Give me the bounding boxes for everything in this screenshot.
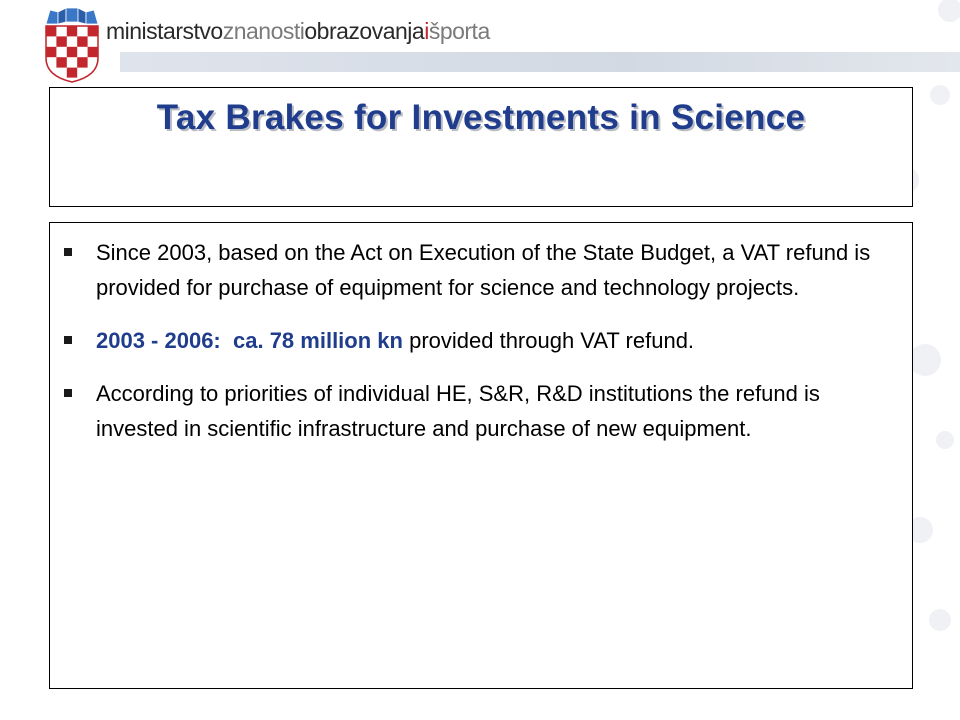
content-box — [49, 222, 913, 689]
ministry-name-part: znanosti — [222, 18, 305, 44]
bullet-text: Since 2003, based on the Act on Execution of the State Budget, a VAT refund is provided for purchase of equipment for science and technology projects. — [96, 240, 871, 300]
ministry-name-part: športa — [428, 18, 490, 44]
ministry-name — [106, 18, 490, 45]
square-bullet-icon — [64, 336, 72, 344]
bullet-item — [64, 376, 904, 446]
square-bullet-icon — [64, 389, 72, 397]
title-box — [49, 87, 913, 207]
ministry-name-part: obrazovanja — [304, 18, 425, 44]
croatian-coat-of-arms-icon — [42, 6, 102, 84]
bullet-item — [64, 235, 904, 305]
header-strip — [120, 52, 960, 72]
square-bullet-icon — [64, 248, 72, 256]
header — [0, 0, 960, 80]
bullet-item — [64, 323, 904, 358]
bullet-highlight-amount: ca. 78 million kn — [233, 328, 403, 353]
slide-title: Tax Brakes for Investments in Science — [156, 98, 806, 137]
ministry-name-part: ministarstvo — [106, 18, 223, 44]
bullet-list — [64, 235, 904, 464]
bullet-text: provided through VAT refund. — [409, 328, 695, 353]
ministry-name-part: i — [424, 18, 429, 44]
bullet-highlight-period: 2003 - 2006: — [96, 328, 221, 353]
bullet-text: According to priorities of individual HE, S&R, R&D institutions the refund is invested in scientific infrastructure and purchase of new equipment. — [96, 381, 820, 441]
